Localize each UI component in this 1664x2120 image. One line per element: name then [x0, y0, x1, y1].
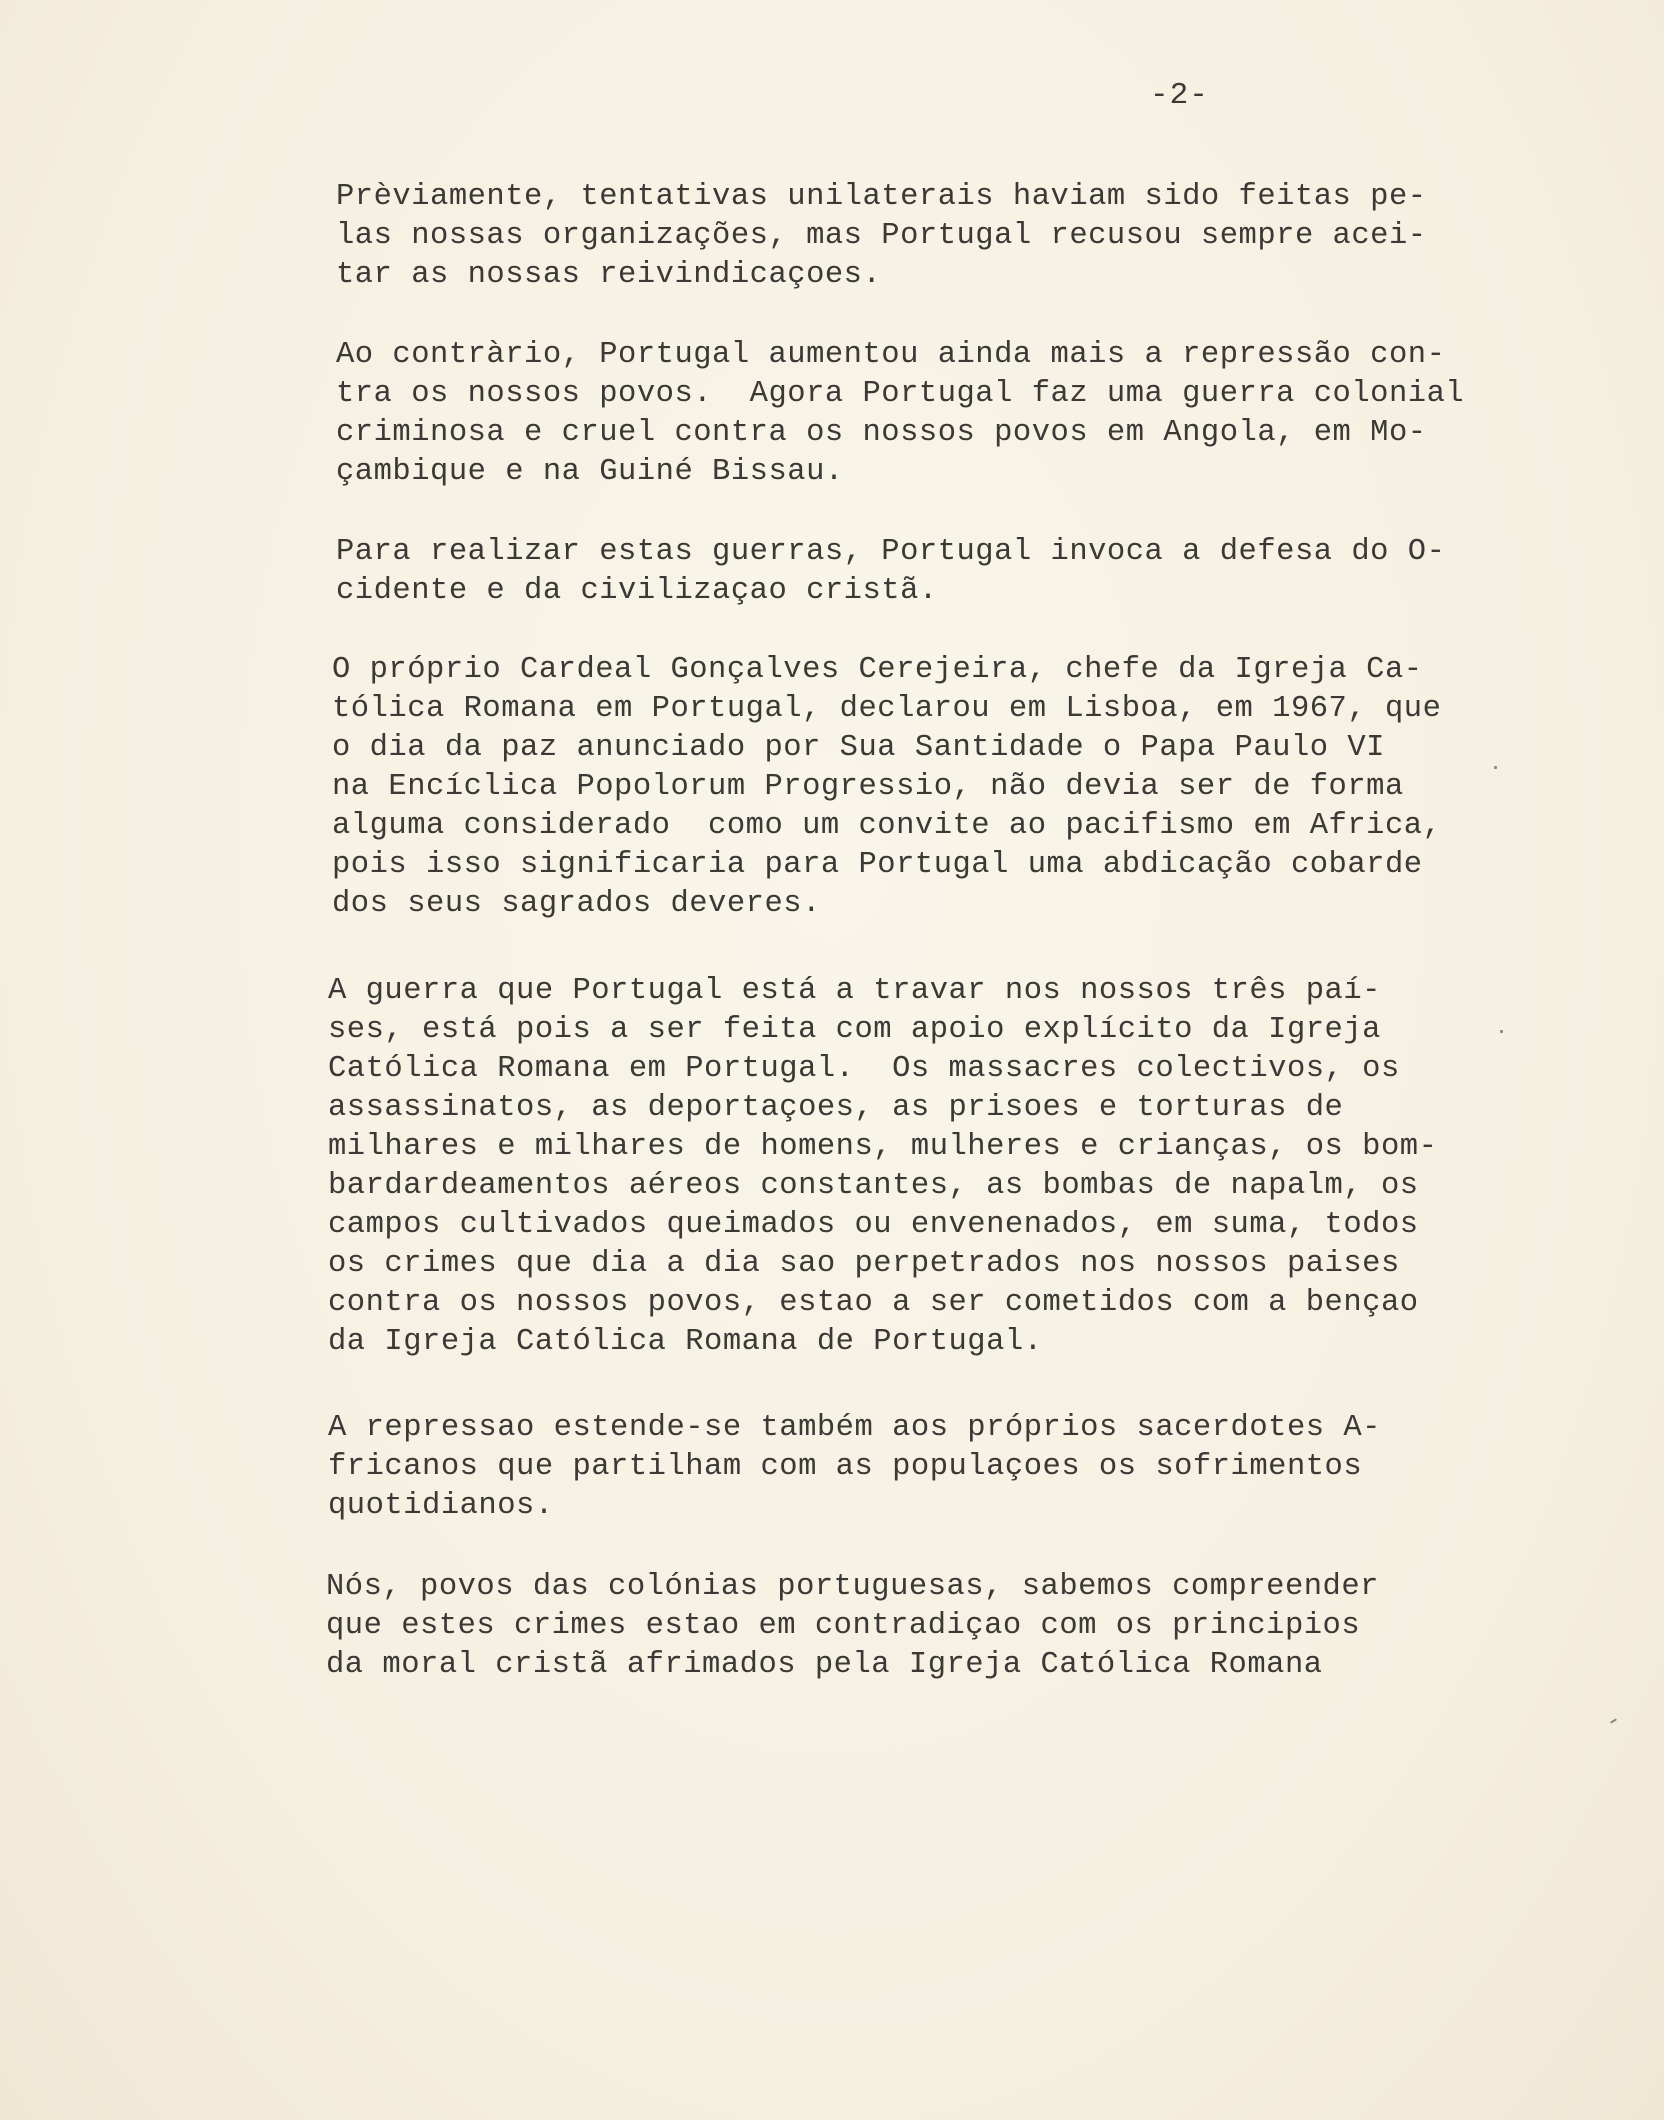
text-line: tar as nossas reivindicaçoes. — [336, 258, 882, 292]
text-line: o dia da paz anunciado por Sua Santidade o Papa Paulo VI — [332, 731, 1385, 765]
text-line: tólica Romana em Portugal, declarou em Lisboa, em 1967, que — [332, 692, 1442, 726]
paper-speck — [1500, 1030, 1503, 1033]
text-line: quotidianos. — [328, 1489, 554, 1523]
text-line: Ao contràrio, Portugal aumentou ainda mais a repressão con- — [336, 338, 1446, 372]
text-line: milhares e milhares de homens, mulheres e crianças, os bom- — [328, 1130, 1438, 1164]
text-line: da moral cristã afrimados pela Igreja Católica Romana — [326, 1648, 1323, 1682]
paragraph-4 — [332, 651, 1441, 924]
text-line: dos seus sagrados deveres. — [332, 887, 821, 921]
paragraph-1 — [336, 178, 1427, 295]
text-line: A guerra que Portugal está a travar nos nossos três paí- — [328, 974, 1381, 1008]
paragraph-2 — [336, 336, 1464, 492]
text-line: çambique e na Guiné Bissau. — [336, 455, 844, 489]
text-line: da Igreja Católica Romana de Portugal. — [328, 1325, 1043, 1359]
page-number: -2- — [1150, 78, 1209, 113]
text-line: criminosa e cruel contra os nossos povos em Angola, em Mo- — [336, 416, 1427, 450]
paragraph-6 — [328, 1409, 1381, 1526]
text-line: las nossas organizações, mas Portugal recusou sempre acei- — [336, 219, 1427, 253]
paragraph-5 — [328, 972, 1437, 1362]
paper-speck — [1610, 1718, 1617, 1723]
text-line: que estes crimes estao em contradiçao com os principios — [326, 1609, 1361, 1643]
text-line: A repressao estende-se também aos próprios sacerdotes A- — [328, 1411, 1381, 1445]
paper-speck — [1494, 766, 1497, 769]
paragraph-7 — [326, 1568, 1379, 1685]
text-line: contra os nossos povos, estao a ser cometidos com a bençao — [328, 1286, 1419, 1320]
text-line: O próprio Cardeal Gonçalves Cerejeira, chefe da Igreja Ca- — [332, 653, 1423, 687]
text-line: Para realizar estas guerras, Portugal invoca a defesa do O- — [336, 535, 1446, 569]
text-line: cidente e da civilizaçao cristã. — [336, 574, 938, 608]
paragraph-3 — [336, 533, 1445, 611]
text-line: assassinatos, as deportaçoes, as prisoes e torturas de — [328, 1091, 1344, 1125]
text-line: pois isso significaria para Portugal uma abdicação cobarde — [332, 848, 1423, 882]
text-line: campos cultivados queimados ou envenenados, em suma, todos — [328, 1208, 1419, 1242]
text-line: Prèviamente, tentativas unilaterais haviam sido feitas pe- — [336, 180, 1427, 214]
text-line: tra os nossos povos. Agora Portugal faz uma guerra colonial — [336, 377, 1465, 411]
text-line: alguma considerado como um convite ao pacifismo em Africa, — [332, 809, 1442, 843]
text-line: na Encíclica Popolorum Progressio, não devia ser de forma — [332, 770, 1404, 804]
text-line: fricanos que partilham com as populaçoes os sofrimentos — [328, 1450, 1363, 1484]
text-line: Nós, povos das colónias portuguesas, sabemos compreender — [326, 1570, 1379, 1604]
text-line: os crimes que dia a dia sao perpetrados nos nossos paises — [328, 1247, 1400, 1281]
text-line: Católica Romana em Portugal. Os massacres colectivos, os — [328, 1052, 1400, 1086]
text-line: bardardeamentos aéreos constantes, as bombas de napalm, os — [328, 1169, 1419, 1203]
text-line: ses, está pois a ser feita com apoio explícito da Igreja — [328, 1013, 1381, 1047]
